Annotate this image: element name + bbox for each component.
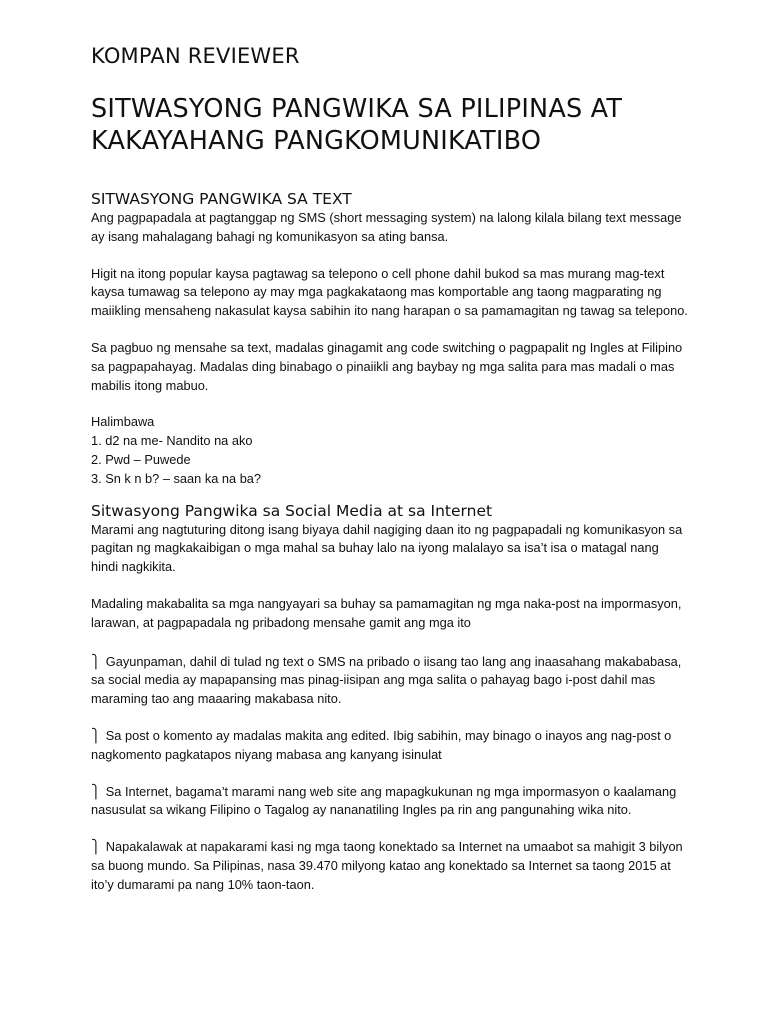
- bullet-text: Gayunpaman, dahil di tulad ng text o SMS na pribado o iisang tao lang ang inaasahang makababasa, sa social media ay mapapansing mas pinag-iisipan ang mga salita o pahayag bago i-post dahil mas maraming tao ang maaaring makabasa nito.: [91, 653, 682, 707]
- bullet-paragraph: [91, 727, 688, 765]
- paragraph: Madaling makabalita sa mga nangyayari sa buhay sa pamamagitan ng mga naka-post na impormasyon, larawan, at pagpapadala ng pribadong mensahe gamit ang mga ito: [91, 595, 682, 630]
- bullet-text: Napakalawak at napakarami kasi ng mga taong konektado sa Internet na umaabot sa mahigit 3 bilyon sa buong mundo. Sa Pilipinas, nasa 39.470 milyong katao ang konektado sa Internet sa taong 2015 at ito’y dumarami pa nang 10% taon-taon.: [91, 839, 683, 892]
- paragraph: Sa pagbuo ng mensahe sa text, madalas ginagamit ang code switching o pagpapalit ng Ingles at Filipino sa pagpapahayag. Madalas ding binabago o pinaiikli ang baybay ng mga salita para mas madali o mas mabilis itong mabuo.: [91, 339, 683, 393]
- bullet-paragraph: [91, 783, 688, 821]
- examples-list: [91, 432, 688, 488]
- bullet-paragraph: [91, 653, 688, 709]
- list-item: 1. d2 na me- Nandito na ako: [91, 433, 253, 449]
- document-label: KOMPAN REVIEWER: [91, 44, 300, 68]
- section-text: [91, 189, 688, 489]
- section-heading-social-media: Sitwasyong Pangwika sa Social Media at sa Internet: [91, 501, 493, 520]
- list-item: 3. Sn k n b? – saan ka na ba?: [91, 470, 262, 486]
- paragraph: Higit na itong popular kaysa pagtawag sa telepono o cell phone dahil bukod sa mas murang mag-text kaysa tumawag sa telepono ay may mga pagkakataong mas komportable ang taong magparating ng maiikling mensaheng nakasulat kaysa sabihin ito nang harapan o sa pamamagitan ng tawag sa telepono.: [91, 265, 688, 319]
- bullet-icon: ⎫: [91, 783, 101, 799]
- bullet-icon: ⎫: [91, 727, 101, 743]
- list-item: 2. Pwd – Puwede: [91, 451, 191, 467]
- bullet-text: Sa post o komento ay madalas makita ang edited. Ibig sabihin, may binago o inayos ang nag-post o nagkomento pagkatapos niyang mabasa ang kanyang isinulat: [91, 727, 672, 762]
- paragraph: Marami ang nagtuturing ditong isang biyaya dahil nagiging daan ito ng pagpapadali ng komunikasyon sa pagitan ng magkakaibigan o mga mahal sa buhay lalo na iyong malalayo sa isa’t isa o matagal nang hindi nagkikita.: [91, 521, 683, 575]
- section-heading-text: SITWASYONG PANGWIKA SA TEXT: [91, 190, 352, 208]
- examples-label: Halimbawa: [91, 414, 155, 430]
- document-title: SITWASYONG PANGWIKA SA PILIPINAS AT KAKAYAHANG PANGKOMUNIKATIBO: [91, 94, 623, 156]
- paragraph: Ang pagpapadala at pagtanggap ng SMS (short messaging system) na lalong kilala bilang text message ay isang mahalagang bahagi ng komunikasyon sa ating bansa.: [91, 210, 682, 244]
- section-social-media: [91, 501, 688, 895]
- bullet-paragraph: [91, 838, 688, 894]
- bullet-icon: ⎫: [91, 653, 101, 669]
- bullet-icon: ⎫: [91, 839, 101, 855]
- bullet-text: Sa Internet, bagama’t marami nang web site ang mapagkukunan ng mga impormasyon o kaalamang nasusulat sa wikang Filipino o Tagalog ay nananatiling Ingles pa rin ang pangunahing wika nito.: [91, 783, 677, 818]
